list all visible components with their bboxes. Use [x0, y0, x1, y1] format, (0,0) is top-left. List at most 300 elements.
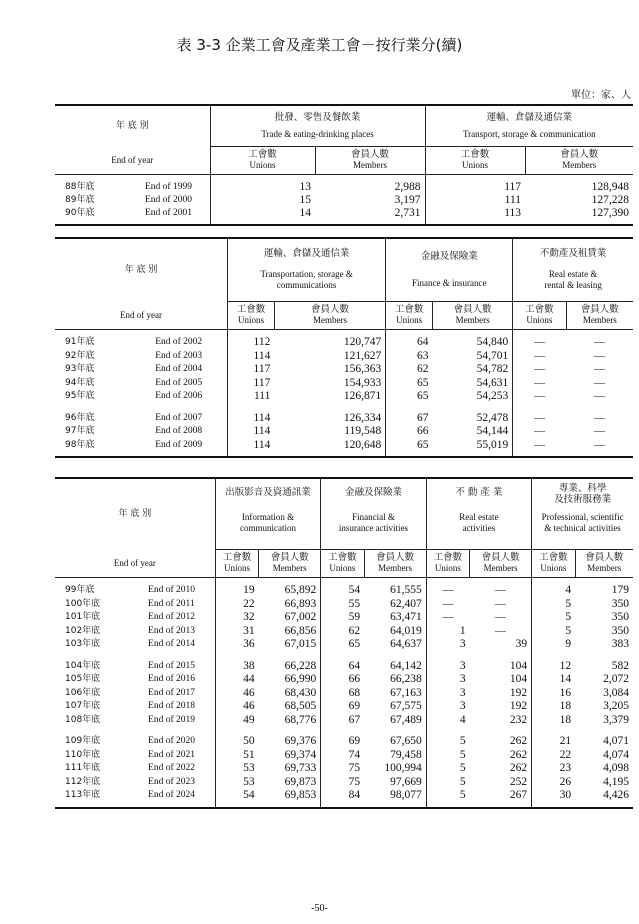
unions-cell: —	[513, 412, 566, 426]
unions-cell: 66	[321, 673, 364, 687]
members-cell: 68,430	[284, 686, 317, 699]
year-zh: 97年底	[65, 426, 95, 437]
header-finance-zh: 金融及保險業	[344, 487, 402, 498]
members-cell: 3,379	[603, 713, 629, 726]
unions-cell: 16	[532, 687, 575, 701]
unions-cell: 5	[426, 762, 469, 776]
unions-cell: 15	[210, 194, 315, 207]
unions-cell: 65	[386, 377, 433, 391]
table-row	[55, 687, 633, 701]
row-gap	[55, 404, 633, 412]
unions-cell: 26	[532, 776, 575, 790]
unions-header: 工會數 Unions	[321, 549, 364, 578]
members-header: 會員人數 Members	[259, 549, 321, 578]
unions-header: 工會數 Unions	[215, 549, 258, 578]
unions-cell: 75	[321, 776, 364, 790]
header-trade	[210, 105, 425, 146]
members-cell: 4,195	[603, 775, 629, 788]
members-header: 會員人數 Members	[575, 549, 633, 578]
header-professional-en: Professional, scientific	[541, 512, 624, 522]
header-transport-en: Transportation, storage &	[260, 269, 353, 280]
header-realestate	[513, 238, 633, 301]
row-gap	[55, 652, 633, 660]
members-cell: 127,390	[591, 207, 630, 219]
unions-cell: 64	[321, 660, 364, 674]
members-cell: 64,019	[390, 624, 422, 637]
unions-cell: 5	[532, 611, 575, 625]
header-professional	[532, 478, 633, 549]
year-en: End of 1999	[145, 182, 192, 192]
unions-cell: 36	[215, 638, 258, 652]
unions-cell: 5	[426, 789, 469, 803]
members-cell: 119,548	[344, 425, 382, 438]
unions-header: 工會數 Unions	[386, 301, 433, 330]
unions-cell: 32	[215, 611, 258, 625]
members-header: 會員人數 Members	[433, 301, 513, 330]
header-information	[215, 478, 320, 549]
unions-cell: 46	[215, 687, 258, 701]
members-cell: 4,074	[603, 748, 629, 761]
table-row	[55, 181, 633, 194]
members-cell: 3,084	[603, 686, 629, 699]
header-transport	[228, 238, 386, 301]
members-cell: —	[494, 624, 506, 637]
header-realestate-en: Real estate	[459, 512, 499, 522]
year-zh: 96年底	[65, 412, 95, 423]
members-cell: 126,334	[343, 411, 382, 424]
members-cell: 64,637	[390, 638, 422, 651]
unions-cell: 3	[426, 700, 469, 714]
members-cell: —	[594, 411, 606, 424]
year-header-en: End of year	[120, 309, 163, 320]
year-en: End of 2008	[155, 426, 203, 437]
header-trade-en: Trade & eating-drinking places	[261, 129, 374, 139]
members-cell: 66,990	[284, 673, 317, 686]
header-transport	[425, 105, 633, 146]
table-row	[55, 673, 633, 687]
members-header: 會員人數 Members	[470, 549, 532, 578]
members-cell: 69,376	[284, 735, 317, 748]
year-zh: 100年底	[65, 598, 101, 609]
table-row	[55, 625, 633, 639]
members-cell: 39	[515, 638, 528, 651]
table-row	[55, 735, 633, 749]
unions-cell: 3	[426, 673, 469, 687]
unions-cell: 117	[228, 363, 275, 377]
unions-cell: 62	[321, 625, 364, 639]
year-zh: 90年底	[65, 208, 95, 218]
members-cell: 120,747	[343, 336, 382, 349]
members-cell: —	[494, 611, 506, 624]
year-zh: 110年底	[65, 749, 101, 760]
year-en: End of 2005	[155, 377, 203, 388]
members-cell: 66,228	[284, 659, 317, 672]
members-cell: 68,505	[284, 700, 317, 713]
members-cell: 4,071	[603, 735, 629, 748]
unions-header: 工會數 Unions	[228, 301, 275, 330]
year-en: End of 2022	[148, 763, 196, 774]
unions-cell: 114	[228, 425, 275, 439]
members-cell: 156,363	[343, 363, 382, 376]
header-finance-en-2: insurance activities	[338, 523, 409, 533]
unions-cell: 64	[386, 336, 433, 350]
unions-cell: 65	[386, 390, 433, 404]
members-cell: 104	[509, 673, 528, 686]
year-en: End of 2011	[148, 598, 195, 609]
year-en: End of 2004	[155, 364, 203, 375]
members-cell: 179	[611, 584, 629, 597]
unions-cell: 5	[426, 749, 469, 763]
header-finance-zh: 金融及保險業	[420, 250, 478, 262]
unions-cell: 75	[321, 762, 364, 776]
year-header-en: End of year	[111, 154, 154, 165]
members-cell: 52,478	[476, 411, 509, 424]
members-cell: 4,426	[603, 789, 629, 802]
year-en: End of 2019	[148, 714, 196, 725]
year-zh: 89年底	[65, 195, 95, 205]
members-header: 會員人數 Members	[525, 146, 633, 175]
unions-header: 工會數 Unions	[210, 146, 315, 175]
year-en: End of 2000	[145, 195, 192, 205]
header-transport-en-2: communications	[276, 280, 337, 291]
members-cell: 54,144	[476, 425, 509, 438]
header-realestate-zh: 不動產及租賃業	[539, 248, 607, 260]
year-header-zh: 年 底 別	[55, 105, 210, 146]
year-en: End of 2020	[148, 736, 196, 747]
members-cell: 68,776	[284, 713, 317, 726]
year-en: End of 2009	[155, 439, 203, 450]
unions-cell: 67	[386, 412, 433, 426]
unions-header: 工會數 Unions	[426, 549, 469, 578]
unions-cell: 69	[321, 700, 364, 714]
year-en: End of 2024	[148, 790, 196, 801]
members-cell: 383	[611, 638, 629, 651]
year-en: End of 2007	[155, 412, 203, 423]
unions-cell: 23	[532, 762, 575, 776]
members-cell: 67,650	[390, 735, 422, 748]
unions-cell: 50	[215, 735, 258, 749]
unions-cell: —	[426, 584, 469, 598]
unions-cell: 65	[386, 439, 433, 453]
unions-cell: 44	[215, 673, 258, 687]
unions-cell: 14	[532, 673, 575, 687]
members-cell: 69,374	[284, 748, 317, 761]
members-cell: 67,489	[390, 713, 422, 726]
year-en: End of 2015	[148, 660, 196, 671]
header-transport-zh: 運輸、倉儲及通信業	[486, 112, 573, 123]
unions-cell: 5	[426, 776, 469, 790]
year-en: End of 2001	[145, 208, 192, 218]
unions-cell: 4	[532, 584, 575, 598]
header-realestate-en: Real estate &	[548, 269, 598, 280]
header-finance	[321, 478, 426, 549]
table-row	[55, 207, 633, 220]
members-cell: 127,228	[591, 194, 630, 206]
members-header: 會員人數 Members	[364, 549, 426, 578]
year-zh: 106年底	[65, 687, 101, 698]
unions-cell: 112	[228, 336, 275, 350]
header-trade-zh: 批發、零售及餐飲業	[274, 112, 361, 123]
table-row	[55, 660, 633, 674]
year-zh: 113年底	[65, 790, 101, 801]
members-cell: —	[594, 376, 606, 389]
table-row	[55, 611, 633, 625]
members-cell: —	[594, 363, 606, 376]
members-cell: 69,873	[284, 775, 317, 788]
unions-cell: 4	[426, 714, 469, 728]
unions-cell: 5	[532, 625, 575, 639]
table-row	[55, 638, 633, 652]
row-spacer	[55, 803, 633, 808]
table-section-1	[55, 104, 633, 226]
unions-cell: 53	[215, 762, 258, 776]
members-cell: 267	[509, 789, 528, 802]
members-cell: 192	[509, 700, 528, 713]
members-cell: 4,098	[603, 762, 629, 775]
unit-label: 單位：家、人	[571, 90, 631, 101]
members-cell: 2,072	[603, 673, 629, 686]
header-realestate	[426, 478, 531, 549]
members-cell: 126,871	[343, 390, 382, 403]
unions-cell: 54	[215, 789, 258, 803]
table-section-2	[55, 237, 633, 458]
unions-cell: 66	[386, 425, 433, 439]
unions-cell: 84	[321, 789, 364, 803]
members-cell: 192	[509, 686, 528, 699]
year-zh: 103年底	[65, 639, 101, 650]
unions-cell: 68	[321, 687, 364, 701]
members-cell: 582	[611, 659, 629, 672]
table-row	[55, 584, 633, 598]
members-cell: —	[594, 336, 606, 349]
year-zh: 92年底	[65, 350, 95, 361]
table-2010-2024	[55, 477, 633, 809]
members-cell: —	[594, 390, 606, 403]
table-row	[55, 194, 633, 207]
members-cell: 66,856	[284, 624, 317, 637]
table-row	[55, 439, 633, 453]
members-cell: 262	[509, 735, 528, 748]
year-en: End of 2018	[148, 701, 196, 712]
unions-cell: 117	[425, 181, 525, 194]
header-transport-zh: 運輸、倉儲及通信業	[263, 248, 350, 260]
table-row	[55, 350, 633, 364]
members-cell: 350	[611, 611, 629, 624]
year-zh: 98年底	[65, 439, 95, 450]
unions-cell: 53	[215, 776, 258, 790]
unions-cell: —	[513, 336, 566, 350]
members-cell: 154,933	[343, 376, 382, 389]
table-row	[55, 336, 633, 350]
year-header-zh: 年 底 別	[55, 478, 215, 549]
members-cell: 67,015	[284, 638, 317, 651]
members-cell: 54,631	[476, 376, 509, 389]
year-en: End of 2014	[148, 639, 196, 650]
members-cell: 232	[509, 713, 528, 726]
members-cell: 350	[611, 597, 629, 610]
unions-cell: 3	[426, 638, 469, 652]
unions-cell: 59	[321, 611, 364, 625]
year-zh: 93年底	[65, 364, 95, 375]
table-row	[55, 762, 633, 776]
table-section-3	[55, 477, 633, 809]
members-cell: —	[494, 584, 506, 597]
members-cell: 61,555	[390, 584, 422, 597]
header-professional-zh-2: 及技術服務業	[554, 494, 612, 505]
members-header: 會員人數 Members	[315, 146, 425, 175]
members-cell: —	[494, 597, 506, 610]
members-cell: 3,197	[394, 194, 421, 206]
unions-cell: 5	[532, 598, 575, 612]
unions-cell: 63	[386, 350, 433, 364]
table-row	[55, 700, 633, 714]
members-cell: 55,019	[476, 438, 509, 451]
unions-cell: 49	[215, 714, 258, 728]
members-header: 會員人數 Members	[274, 301, 385, 330]
unions-cell: —	[513, 350, 566, 364]
members-cell: 54,253	[476, 390, 509, 403]
year-en: End of 2002	[155, 337, 203, 348]
members-cell: 64,142	[390, 659, 422, 672]
year-zh: 104年底	[65, 660, 101, 671]
table-row	[55, 412, 633, 426]
members-header: 會員人數 Members	[566, 301, 633, 330]
members-cell: 2,731	[394, 207, 421, 219]
year-zh: 102年底	[65, 625, 101, 636]
unions-cell: —	[513, 390, 566, 404]
members-cell: 262	[509, 748, 528, 761]
year-zh: 108年底	[65, 714, 101, 725]
members-cell: 128,948	[591, 181, 630, 193]
unions-header: 工會數 Unions	[425, 146, 525, 175]
header-realestate-en-2: rental & leasing	[544, 280, 602, 291]
unions-cell: —	[426, 598, 469, 612]
unions-cell: —	[513, 363, 566, 377]
year-en: End of 2021	[148, 749, 196, 760]
unions-cell: 22	[532, 749, 575, 763]
unions-cell: 62	[386, 363, 433, 377]
table-row	[55, 598, 633, 612]
members-cell: 66,238	[390, 673, 422, 686]
members-cell: 97,669	[390, 775, 422, 788]
members-cell: 100,994	[384, 762, 422, 775]
members-cell: 65,892	[284, 584, 317, 597]
year-zh: 105年底	[65, 674, 101, 685]
unions-cell: 55	[321, 598, 364, 612]
members-cell: 54,840	[476, 336, 509, 349]
unions-cell: 67	[321, 714, 364, 728]
unions-cell: 111	[425, 194, 525, 207]
unions-cell: 21	[532, 735, 575, 749]
year-zh: 111年底	[65, 763, 101, 774]
table-1999-2001	[55, 104, 633, 226]
members-cell: 63,471	[390, 611, 422, 624]
table-row	[55, 789, 633, 803]
year-en: End of 2012	[148, 612, 196, 623]
unions-cell: 3	[426, 687, 469, 701]
members-cell: —	[594, 425, 606, 438]
table-row	[55, 390, 633, 404]
year-en: End of 2017	[148, 687, 196, 698]
year-zh: 95年底	[65, 391, 95, 402]
year-header-zh: 年 底 別	[55, 238, 228, 301]
header-realestate-zh: 不 動 產 業	[455, 487, 503, 498]
unions-cell: 5	[426, 735, 469, 749]
members-cell: 350	[611, 624, 629, 637]
year-en: End of 2006	[155, 391, 203, 402]
page-title: 表 3-3 企業工會及產業工會－按行業分(續)	[176, 36, 463, 54]
unions-cell: 30	[532, 789, 575, 803]
unions-cell: 19	[215, 584, 258, 598]
unions-cell: 22	[215, 598, 258, 612]
year-en: End of 2016	[148, 674, 196, 685]
unions-cell: 111	[228, 390, 275, 404]
page-number: -50-	[311, 903, 328, 914]
year-header-en: End of year	[113, 557, 156, 568]
members-cell: 2,988	[394, 181, 421, 193]
unions-cell: 54	[321, 584, 364, 598]
table-row	[55, 377, 633, 391]
unions-cell: 114	[228, 350, 275, 364]
table-row	[55, 749, 633, 763]
unions-cell: 18	[532, 714, 575, 728]
members-cell: 79,458	[390, 748, 422, 761]
members-cell: 54,782	[476, 363, 509, 376]
header-finance	[386, 238, 513, 301]
unions-cell: 12	[532, 660, 575, 674]
unions-header: 工會數 Unions	[513, 301, 566, 330]
year-en: End of 2003	[155, 350, 203, 361]
unions-cell: 65	[321, 638, 364, 652]
unions-cell: 114	[228, 439, 275, 453]
year-en: End of 2013	[148, 625, 196, 636]
row-spacer	[55, 452, 633, 457]
members-cell: 262	[509, 762, 528, 775]
unions-cell: 13	[210, 181, 315, 194]
year-zh: 109年底	[65, 736, 101, 747]
unions-cell: 74	[321, 749, 364, 763]
header-finance-en: Financial &	[352, 512, 395, 522]
unions-cell: 31	[215, 625, 258, 639]
members-cell: 54,701	[476, 349, 509, 362]
unions-cell: 113	[425, 207, 525, 220]
unions-cell: —	[513, 377, 566, 391]
unions-cell: 117	[228, 377, 275, 391]
members-cell: 67,575	[390, 700, 422, 713]
unions-cell: —	[513, 439, 566, 453]
row-spacer	[55, 220, 633, 225]
members-cell: 67,002	[284, 611, 317, 624]
year-zh: 101年底	[65, 612, 101, 623]
members-cell: 121,627	[343, 349, 382, 362]
unions-cell: 51	[215, 749, 258, 763]
unions-cell: 38	[215, 660, 258, 674]
table-row	[55, 363, 633, 377]
members-cell: 120,648	[343, 438, 382, 451]
year-zh: 91年底	[65, 337, 95, 348]
year-en: End of 2023	[148, 776, 196, 787]
year-zh: 99年底	[65, 585, 95, 596]
members-cell: 67,163	[390, 686, 422, 699]
unions-cell: 69	[321, 735, 364, 749]
year-zh: 107年底	[65, 701, 101, 712]
members-cell: 69,853	[284, 789, 317, 802]
members-cell: 3,205	[603, 700, 629, 713]
members-cell: —	[594, 438, 606, 451]
header-information-zh: 出版影音及資通訊業	[225, 487, 311, 498]
table-2002-2009	[55, 237, 633, 458]
members-cell: 69,733	[284, 762, 317, 775]
